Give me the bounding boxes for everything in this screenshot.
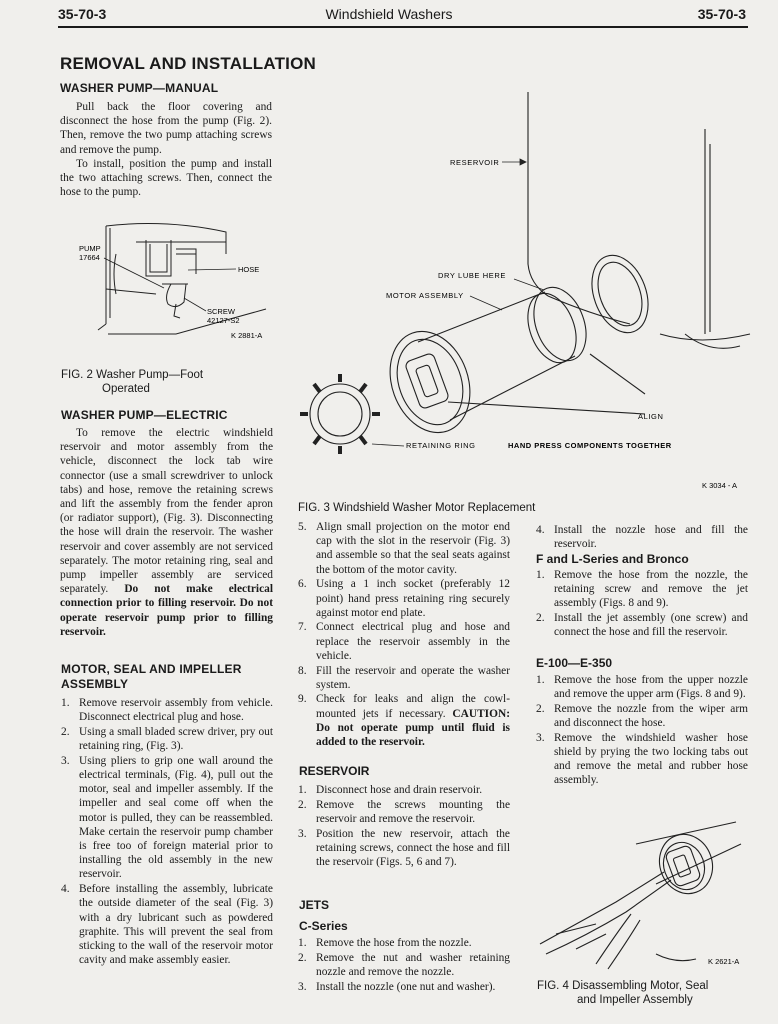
fig2-label-screw: SCREW	[207, 307, 235, 316]
e-series-heading: E-100—E-350	[536, 656, 613, 670]
reservoir-heading: RESERVOIR	[299, 764, 370, 778]
list-item: 4. Install the nozzle hose and fill the reservoir.	[536, 524, 748, 551]
list-item: 1. Remove reservoir assembly from vehicle. Disconnect electrical plug and hose.	[61, 697, 273, 724]
list-item: 3. Position the new reservoir, attach the retaining screws, connect the hose and fill the reservoir (Figs. 5, 6 and 7).	[298, 827, 510, 869]
jets-heading: JETS	[299, 898, 330, 912]
fig2-label-screw-number: 42127-S2	[207, 316, 240, 325]
page-number-left: 35-70-3	[58, 6, 107, 22]
list-item: 2. Remove the nut and washer retaining nozzle and remove the nozzle.	[298, 951, 510, 978]
middle-steps	[298, 520, 510, 750]
fig3-label-dry-lube: DRY LUBE HERE	[438, 271, 506, 280]
fig3-label-motor-assembly: MOTOR ASSEMBLY	[386, 291, 464, 300]
list-item: 2. Install the jet assembly (one screw) and connect the hose and fill the reservoir.	[536, 612, 748, 639]
fig2-label-pump-number: 17664	[79, 253, 100, 262]
fig4-caption-line1: FIG. 4 Disassembling Motor, Seal	[537, 980, 709, 992]
header-rule	[58, 26, 748, 28]
reservoir-steps	[298, 783, 510, 870]
list-item: 2. Remove the nozzle from the wiper arm and disconnect the hose.	[536, 702, 748, 730]
list-item: 1. Remove the hose from the nozzle.	[298, 937, 472, 949]
fig2-caption-line1: FIG. 2 Washer Pump—Foot	[61, 369, 204, 381]
fig2-label-pump: PUMP	[79, 244, 101, 253]
motor-seal-heading-line1: MOTOR, SEAL AND IMPELLER	[61, 662, 242, 676]
fig2-label-hose: HOSE	[238, 265, 260, 274]
motor-seal-heading-line2: ASSEMBLY	[61, 677, 129, 691]
c-series-steps	[298, 936, 510, 994]
fig3-code: K 3034 - A	[702, 481, 738, 490]
f-series-steps	[536, 568, 748, 640]
list-item: 1. Remove the hose from the upper nozzle and remove the upper arm (Figs. 8 and 9).	[536, 674, 748, 701]
fig3-label-hand-press: HAND PRESS COMPONENTS TOGETHER	[508, 441, 672, 450]
f-series-heading: F and L-Series and Bronco	[536, 552, 689, 566]
fig4-caption-line2: and Impeller Assembly	[577, 994, 693, 1006]
list-item: 3. Install the nozzle (one nut and washer).	[298, 980, 496, 993]
e-series-steps	[536, 673, 748, 788]
manual-pump-paragraph-2: To install, position the pump and install the two attaching screws. Then, connect the hose to the pump.	[60, 158, 272, 199]
page-number-right: 35-70-3	[697, 6, 746, 22]
running-header-title: Windshield Washers	[325, 6, 453, 22]
fig3-label-align: ALIGN	[638, 412, 664, 421]
electric-pump-heading: WASHER PUMP—ELECTRIC	[61, 408, 228, 422]
list-item: 6. Using a 1 inch socket (preferably 12 point) hand press retaining ring securely against motor end plate.	[298, 578, 510, 619]
main-heading: REMOVAL AND INSTALLATION	[60, 54, 317, 73]
list-item: 5. Align small projection on the motor end cap with the slot in the reservoir (Fig. 3) and assemble so that the seal seats against the bottom of the motor cavity.	[298, 521, 510, 576]
list-item: 4. Before installing the assembly, lubricate the outside diameter of the seal (Fig. 3) with a dry lubricant such as powdered graphite. This will prevent the seal from sticking to the wall of the reservoir motor cavity and make assembly easier.	[61, 883, 273, 967]
list-item: 1. Disconnect hose and drain reservoir.	[298, 784, 483, 796]
list-item: 9. Check for leaks and align the cowl-mounted jets if necessary. CAUTION: Do not operate pump until fluid is added to the reservoir.	[298, 693, 510, 749]
c-series-heading: C-Series	[299, 919, 348, 933]
right-step-4	[536, 523, 748, 552]
fig3-label-reservoir: RESERVOIR	[450, 158, 500, 167]
motor-seal-steps	[61, 696, 273, 968]
fig2-pump-diagram	[76, 214, 276, 344]
list-item: 8. Fill the reservoir and operate the washer system.	[298, 664, 510, 691]
fig2-caption-line2: Operated	[102, 383, 150, 395]
manual-pump-heading: WASHER PUMP—MANUAL	[60, 81, 219, 95]
electric-pump-paragraph: To remove the electric windshield reservoir and motor assembly from the vehicle, disconnect the lock tab wire connector (use a small screwdriver to unlock tabs) and hose, remove the retaining screws and lift the assembly from the fender apron (or radiator support), (Fig. 3). Disconnecting the hose will drain the reservoir. The washer reservoir and cover assembly are not serviced separately. The motor retaining ring, seal and pump impeller assembly are serviced separately. Do not make electrical connection prior to filling reservoir. Do not operate reservoir pump prior to filling reservoir.	[60, 427, 273, 638]
fig4-pliers-diagram	[536, 814, 758, 970]
list-item: 2. Remove the screws mounting the reservoir and remove the reservoir.	[298, 798, 510, 825]
fig3-label-retaining-ring: RETAINING RING	[406, 441, 476, 450]
list-item: 3. Using pliers to grip one wall around the electrical terminals, (Fig. 4), pull out the motor, seal and impeller assembly. If the impeller and seal come off when the motor is pulled, they can be reassembled. Make certain the reservoir pump chamber is free too of foreign material prior to installing the old assembly in the new reservoir.	[61, 754, 273, 881]
fig3-motor-diagram	[290, 84, 760, 494]
list-item: 3. Remove the windshield washer hose shield by prying the two locking tabs out and remove the metal and rubber hose assembly.	[536, 731, 748, 787]
fig3-caption: FIG. 3 Windshield Washer Motor Replacement	[298, 502, 536, 514]
fig2-code: K 2881-A	[231, 331, 263, 340]
fig4-code: K 2621-A	[708, 957, 740, 966]
list-item: 7. Connect electrical plug and hose and replace the reservoir assembly in the vehicle.	[298, 621, 510, 662]
manual-pump-paragraph-1: Pull back the floor covering and disconnect the hose from the pump (Fig. 2). Then, remove the two pump attaching screws and remove the pump.	[60, 101, 272, 156]
list-item: 1. Remove the hose from the nozzle, the retaining screw and remove the jet assembly (Figs. 8 and 9).	[536, 569, 748, 610]
list-item: 2. Using a small bladed screw driver, pry out retaining ring, (Fig. 3).	[61, 725, 273, 753]
